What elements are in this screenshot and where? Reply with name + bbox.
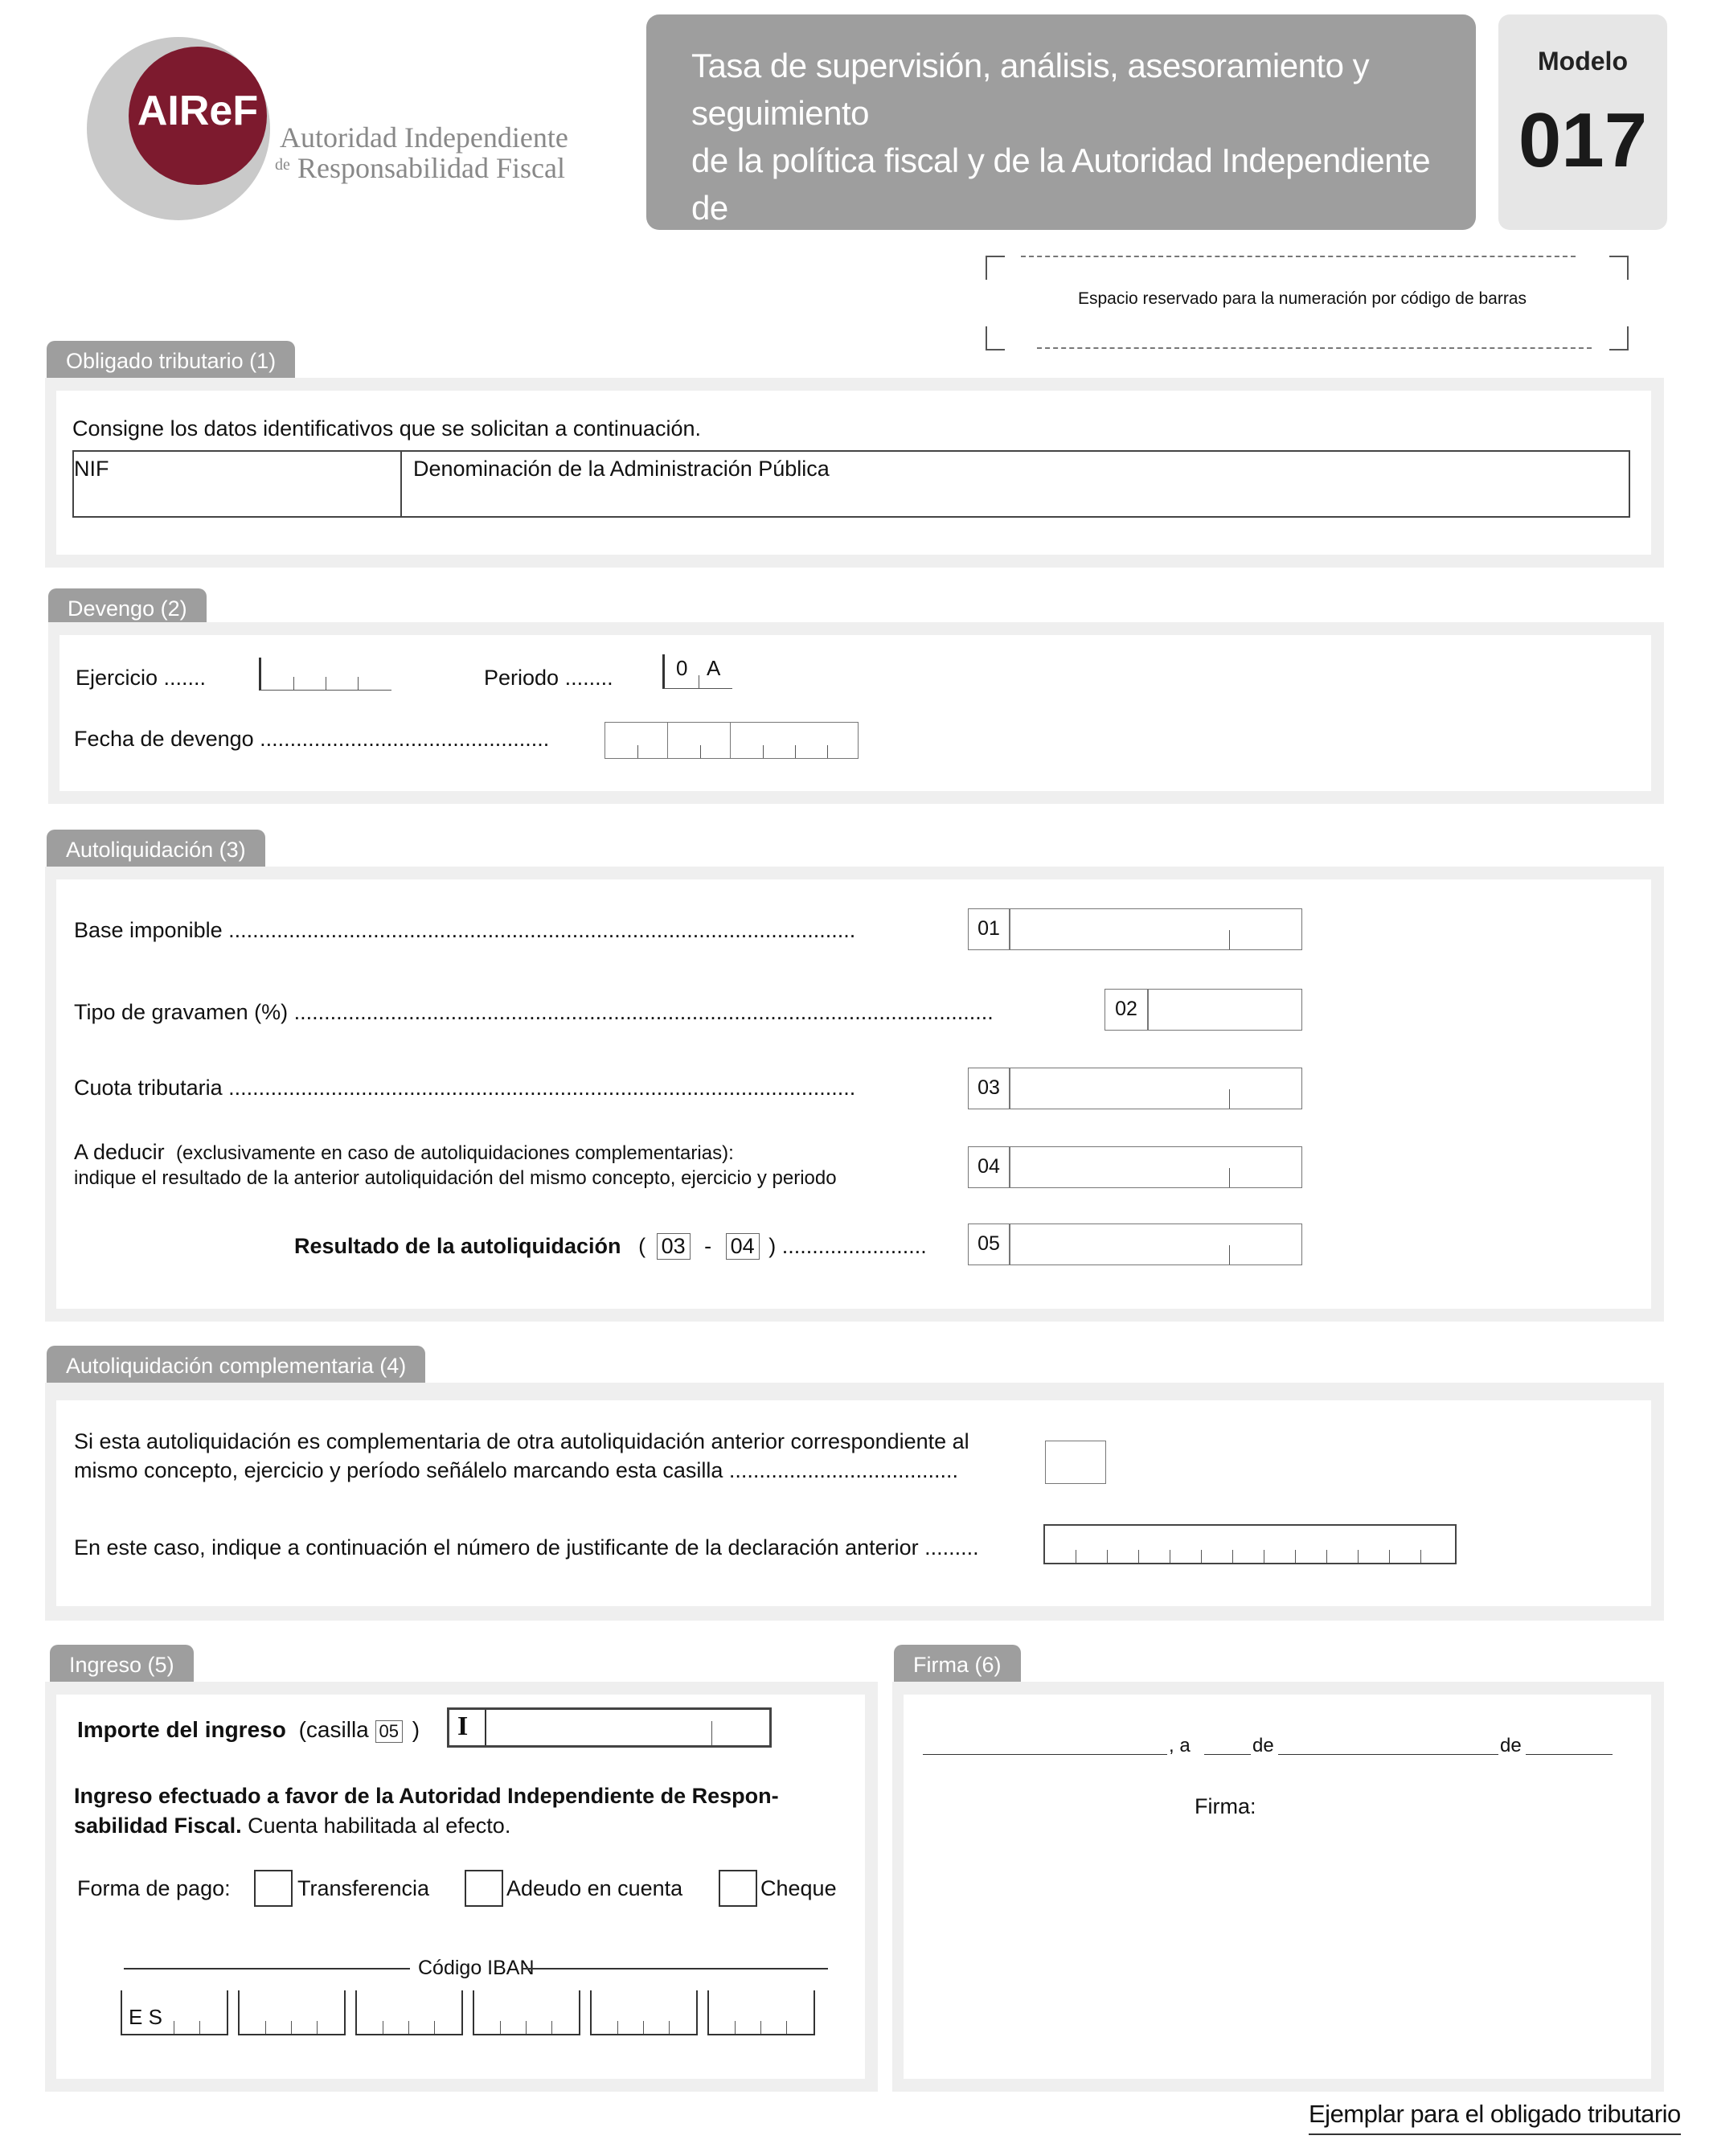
firma-label: Firma: (1195, 1794, 1256, 1818)
a-deducir-note: (exclusivamente en caso de autoliquidaciones complementarias): (176, 1142, 734, 1164)
digit-divider (669, 2021, 670, 2034)
tab-ingreso: Ingreso (5) (50, 1645, 194, 1682)
tipo-gravamen-input[interactable] (1148, 989, 1302, 1031)
transferencia-checkbox[interactable] (254, 1870, 293, 1907)
iban-rule-left (124, 1968, 410, 1970)
iban-group-6[interactable] (707, 1990, 815, 2035)
fecha-devengo-label: Fecha de devengo ................................................ (74, 727, 550, 751)
iban-label: Código IBAN (418, 1957, 535, 1979)
digit-divider (526, 2021, 527, 2034)
logo-text: AIReF (137, 88, 259, 134)
cuota-tributaria-label: Cuota tributaria ........................................................................................................ (74, 1076, 856, 1100)
nif-field[interactable] (72, 450, 402, 518)
cuota-tributaria-input[interactable] (1010, 1068, 1302, 1109)
importe-label-row (77, 1717, 420, 1743)
firma-place-line[interactable] (923, 1754, 1167, 1755)
title-line: de la política fiscal y de la Autoridad Independiente de (691, 141, 1431, 227)
modelo-label: Modelo (1538, 47, 1628, 76)
base-imponible-label: Base imponible ........................................................................................................ (74, 918, 856, 942)
iban-rule-right (523, 1968, 828, 1970)
firma-day-line[interactable] (1204, 1754, 1251, 1755)
form-title (691, 42, 1455, 279)
decimal-divider (1229, 1245, 1230, 1264)
importe-close: ) (412, 1717, 420, 1742)
digit-divider (317, 2021, 318, 2034)
casilla-02-code: 02 (1104, 989, 1148, 1031)
resultado-label: Resultado de la autoliquidación (294, 1234, 621, 1258)
ejercicio-field[interactable] (259, 658, 391, 691)
forma-pago-label: Forma de pago: (77, 1876, 231, 1900)
digit-divider (408, 2021, 409, 2034)
ingreso-efectuado-text (74, 1781, 779, 1841)
casilla-03-code: 03 (968, 1068, 1010, 1109)
barcode-corner (1609, 256, 1629, 280)
importe-prefix: I (457, 1711, 469, 1741)
tab-autoliquidacion: Autoliquidación (3) (47, 830, 265, 867)
decimal-divider (1229, 1168, 1230, 1187)
digit-divider (1232, 1550, 1233, 1563)
digit-divider (827, 745, 828, 758)
firma-de-2: de (1500, 1735, 1522, 1756)
periodo-value-1: 0 (676, 656, 688, 680)
digit-divider (1138, 1550, 1139, 1563)
tipo-gravamen-label: Tipo de gravamen (%) .................................................................................................................... (74, 1000, 994, 1024)
barcode-corner (1609, 326, 1629, 350)
iban-country: E S (129, 2005, 162, 2029)
iban-group-4[interactable] (473, 1990, 580, 2035)
adeudo-label: Adeudo en cuenta (506, 1876, 683, 1900)
base-imponible-input[interactable] (1010, 908, 1302, 950)
decimal-divider (711, 1721, 712, 1745)
org-name-line2: Responsabilidad Fiscal (297, 152, 565, 184)
iban-group-5[interactable] (590, 1990, 698, 2035)
digit-divider (735, 2021, 736, 2034)
digit-divider (1201, 1550, 1202, 1563)
a-deducir-line2: indique el resultado de la anterior autoliquidación del mismo concepto, ejercicio y periodo (74, 1167, 837, 1189)
periodo-value-2: A (707, 656, 721, 680)
nif-label: NIF (74, 457, 109, 481)
resultado-open: ( (638, 1234, 646, 1258)
digit-divider (358, 677, 359, 690)
title-line: Responsabilidad Fiscal (691, 236, 1030, 274)
digit-divider (786, 2021, 787, 2034)
barcode-corner (986, 256, 1005, 280)
digit-divider (637, 745, 638, 758)
iban-group-1[interactable] (121, 1990, 228, 2035)
resultado-input[interactable] (1010, 1224, 1302, 1265)
digit-divider (291, 2021, 292, 2034)
digit-divider (1295, 1550, 1296, 1563)
digit-divider (795, 745, 796, 758)
modelo-number: 017 (1518, 97, 1648, 183)
resultado-minus: - (704, 1234, 712, 1258)
fecha-month-field[interactable] (667, 722, 732, 759)
digit-divider (1326, 1550, 1327, 1563)
org-name-line1: Autoridad Independiente (280, 121, 568, 154)
digit-divider (1358, 1550, 1359, 1563)
a-deducir-text: A deducir (74, 1140, 165, 1164)
tab-firma: Firma (6) (894, 1645, 1021, 1682)
digit-divider (763, 745, 764, 758)
fecha-year-field[interactable] (730, 722, 859, 759)
complementaria-line1: Si esta autoliquidación es complementaria de otra autoliquidación anterior correspondiente al (74, 1429, 969, 1453)
justificante-input[interactable] (1043, 1524, 1457, 1564)
complementaria-line2: mismo concepto, ejercicio y período señálelo marcando esta casilla ...................................... (74, 1458, 958, 1482)
casilla-04-code: 04 (968, 1146, 1010, 1188)
signature-area[interactable] (924, 1841, 1632, 2066)
tab-obligado: Obligado tributario (1) (47, 341, 295, 378)
digit-divider (1389, 1550, 1390, 1563)
barcode-dash (1021, 256, 1576, 257)
transferencia-label: Transferencia (297, 1876, 430, 1900)
title-line: Tasa de supervisión, análisis, asesoramiento y seguimiento (691, 47, 1370, 132)
resultado-ref-03: 03 (657, 1233, 691, 1260)
cheque-checkbox[interactable] (719, 1870, 757, 1907)
cheque-label: Cheque (760, 1876, 837, 1900)
barcode-corner (986, 326, 1005, 350)
casilla-01-code: 01 (968, 908, 1010, 950)
efectuado-line1: Ingreso efectuado a favor de la Autoridad Independiente de Respon- (74, 1784, 779, 1808)
ejercicio-label: Ejercicio ....... (76, 666, 207, 690)
importe-casilla: (casilla (298, 1717, 369, 1742)
importe-label: Importe del ingreso (77, 1717, 286, 1742)
a-deducir-label (74, 1140, 734, 1165)
digit-divider (551, 2021, 552, 2034)
importe-code: 05 (375, 1720, 403, 1743)
iban-group-2[interactable] (238, 1990, 346, 2035)
adeudo-checkbox[interactable] (465, 1870, 503, 1907)
decimal-divider (1229, 1089, 1230, 1109)
barcode-dash (1037, 347, 1592, 349)
digit-divider (1420, 1550, 1421, 1563)
firma-de-1: de (1252, 1735, 1274, 1756)
barcode-reserved-text: Espacio reservado para la numeración por código de barras (1078, 289, 1527, 308)
tab-devengo: Devengo (2) (48, 588, 207, 625)
denominacion-label: Denominación de la Administración Pública (413, 457, 830, 481)
digit-divider (500, 2021, 501, 2034)
org-name-prefix: de (275, 156, 290, 174)
importe-input[interactable] (447, 1707, 772, 1748)
efectuado-line2-rest: Cuenta habilitada al efecto. (248, 1814, 511, 1838)
tab-complementaria: Autoliquidación complementaria (4) (47, 1346, 425, 1383)
obligado-instruction: Consigne los datos identificativos que se solicitan a continuación. (72, 416, 701, 441)
firma-month-line[interactable] (1278, 1754, 1498, 1755)
efectuado-line2 (74, 1811, 779, 1841)
resultado-ref-04: 04 (726, 1233, 760, 1260)
justificante-label: En este caso, indique a continuación el número de justificante de la declaración anterior ......... (74, 1535, 979, 1560)
digit-divider (1107, 1550, 1108, 1563)
complementaria-checkbox[interactable] (1045, 1441, 1106, 1484)
firma-year-line[interactable] (1526, 1754, 1613, 1755)
firma-a: , a (1169, 1735, 1191, 1756)
digit-divider (700, 745, 701, 758)
periodo-field[interactable] (662, 654, 732, 689)
resultado-label-row (294, 1233, 927, 1260)
iban-group-3[interactable] (355, 1990, 463, 2035)
digit-divider (434, 2021, 435, 2034)
digit-divider (265, 2021, 266, 2034)
digit-divider (199, 2021, 200, 2034)
a-deducir-input[interactable] (1010, 1146, 1302, 1188)
resultado-close: ) ........................ (768, 1234, 927, 1258)
digit-divider (617, 2021, 618, 2034)
digit-divider (643, 2021, 644, 2034)
digit-divider (760, 2021, 761, 2034)
efectuado-line2-bold: sabilidad Fiscal. (74, 1814, 242, 1838)
periodo-label: Periodo ........ (484, 666, 613, 690)
ejemplar-label: Ejemplar para el obligado tributario (1309, 2100, 1681, 2135)
fecha-day-field[interactable] (605, 722, 669, 759)
digit-divider (293, 677, 294, 690)
importe-prefix-divider (485, 1710, 486, 1745)
decimal-divider (1229, 930, 1230, 949)
casilla-05-code: 05 (968, 1224, 1010, 1265)
